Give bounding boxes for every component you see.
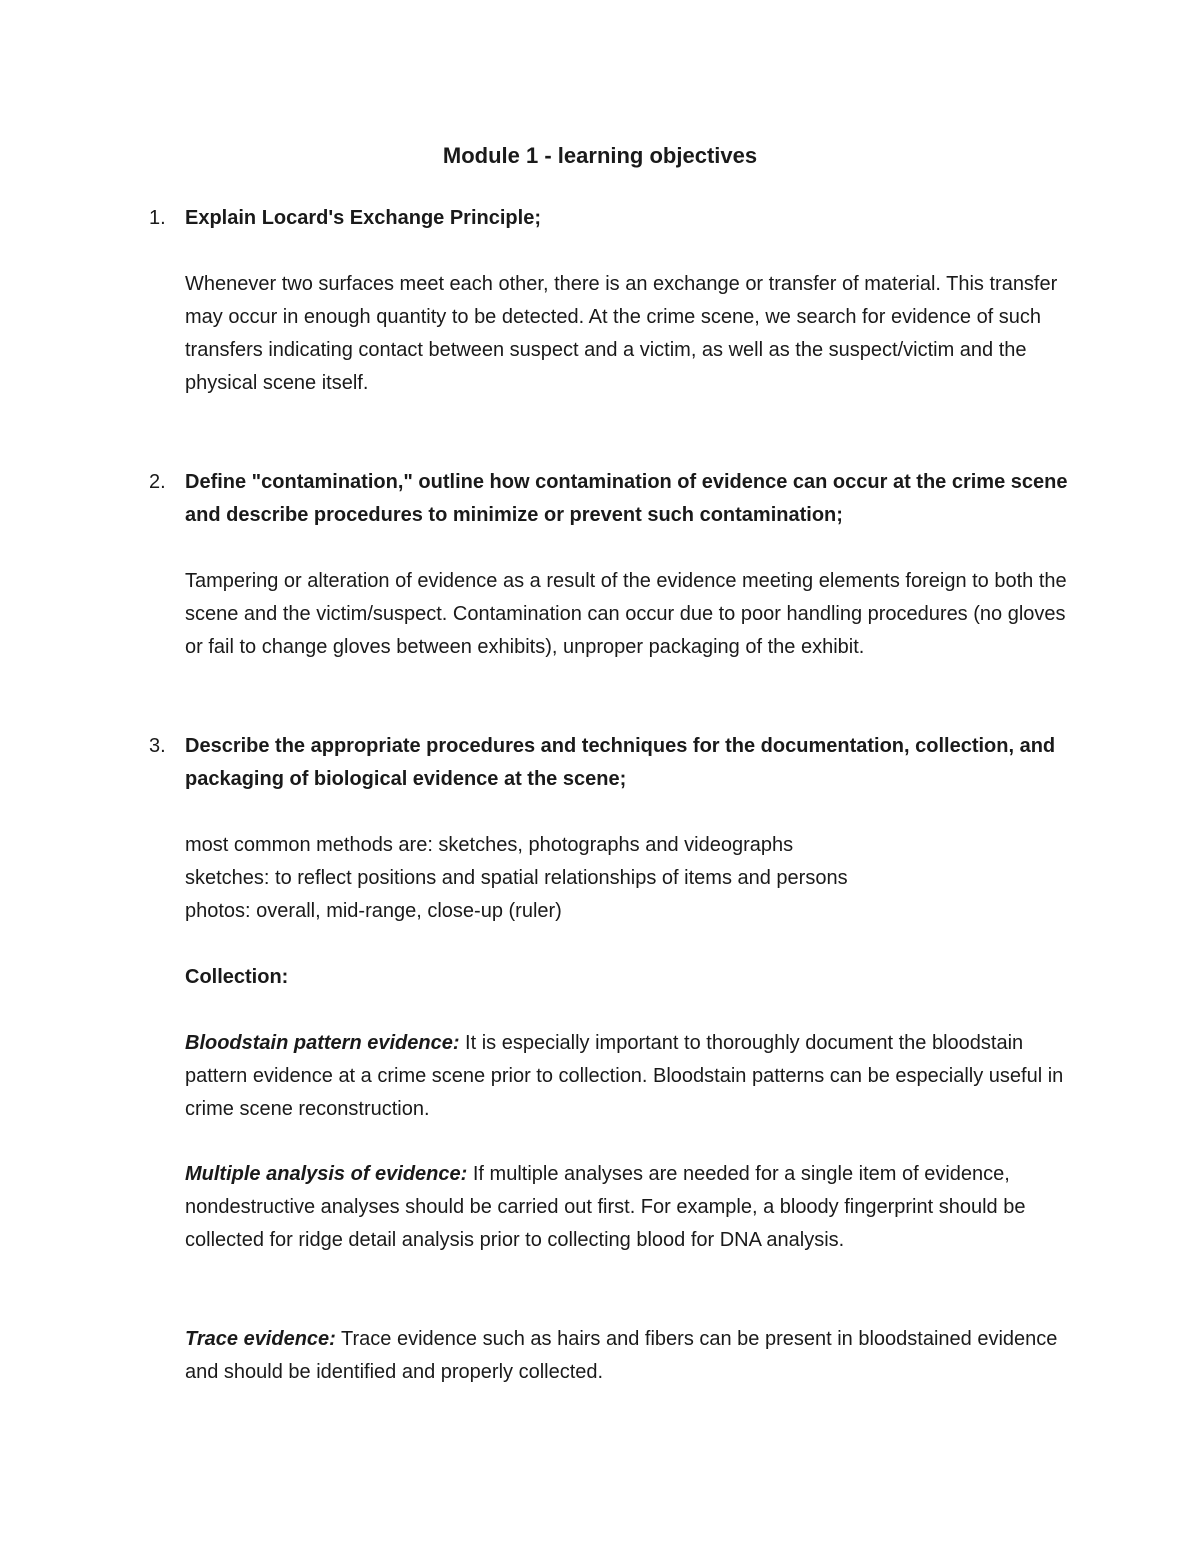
collection-item-bloodstain [185,1027,1085,1126]
documentation-line: sketches: to reflect positions and spatial relationships of items and persons [185,867,848,889]
documentation-methods [185,829,1085,928]
objective-number: 3. [149,735,166,757]
collection-item-text: It is especially important to thoroughly document the bloodstain pattern evidence at a crime scene prior to collection. Bloodstain patterns can be especially useful in crime scene reconstruction. [185,1032,1064,1120]
collection-item-label: Trace evidence: [185,1328,336,1350]
objective-number: 2. [149,471,166,493]
collection-item-text: Trace evidence such as hairs and fibers can be present in bloodstained evidence and should be identified and properly collected. [185,1328,1058,1383]
documentation-line: photos: overall, mid-range, close-up (ruler) [185,900,562,922]
page-title: Module 1 - learning objectives [442,143,758,168]
collection-item-multiple-analysis [185,1158,1085,1257]
collection-item-label: Multiple analysis of evidence: [185,1163,468,1185]
collection-heading: Collection: [185,966,289,988]
objective-heading: Define "contamination," outline how contamination of evidence can occur at the crime scene and describe procedures to minimize or prevent such contamination; [185,471,1068,526]
collection-item-text: If multiple analyses are needed for a single item of evidence, nondestructive analyses should be carried out first. For example, a bloody fingerprint should be collected for ridge detail analysis prior to collecting blood for DNA analysis. [185,1163,1026,1251]
objective-heading: Describe the appropriate procedures and techniques for the documentation, collection, and packaging of biological evidence at the scene; [185,735,1056,790]
documentation-line: most common methods are: sketches, photographs and videographs [185,834,794,856]
objective-heading: Explain Locard's Exchange Principle; [185,207,541,229]
objective-answer: Whenever two surfaces meet each other, there is an exchange or transfer of material. This transfer may occur in enough quantity to be detected. At the crime scene, we search for evidence of such transfers indicating contact between suspect and a victim, as well as the suspect/victim and the physical scene itself. [185,273,1058,394]
objective-number: 1. [149,207,166,229]
objective-answer: Tampering or alteration of evidence as a result of the evidence meeting elements foreign to both the scene and the victim/suspect. Contamination can occur due to poor handling procedures (no gloves or fail to change gloves between exhibits), unproper packaging of the exhibit. [185,570,1067,658]
collection-item-label: Bloodstain pattern evidence: [185,1032,460,1054]
collection-item-trace [185,1323,1085,1389]
